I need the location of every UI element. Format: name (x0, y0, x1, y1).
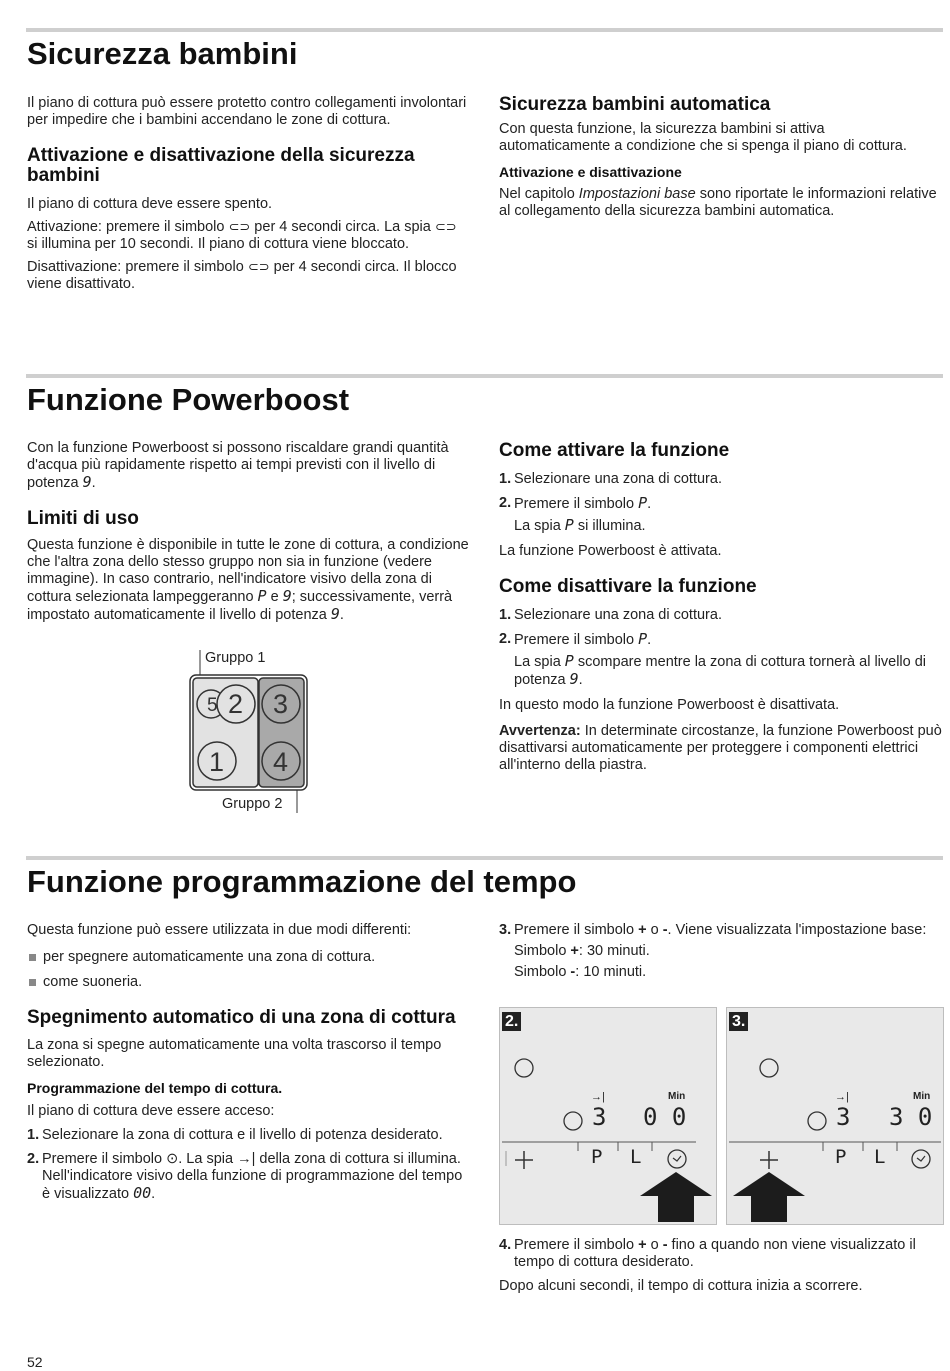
text-spegnimento: La zona si spegne automaticamente una volta trascorso il tempo selezionato. (27, 1037, 442, 1070)
text-attivazione: Attivazione: premere il simbolo ⊂⊃ per 4 secondi circa. La spia ⊂⊃ si illumina per 10 secondi. Il piano di cottura viene bloccato. (27, 219, 457, 252)
timer-icon: ⊙ (166, 1151, 179, 1167)
sicurezza-right-column (499, 95, 939, 220)
zone-label-1: 1 (209, 747, 225, 777)
symbol-p: P (638, 630, 648, 648)
text-spento: Il piano di cottura deve essere spento. (27, 196, 273, 212)
hob-diagram-graphic (185, 645, 315, 815)
bullet-spegnere: per spegnere automaticamente una zona di cottura. (27, 949, 472, 966)
key-lock-icon: ⊂⊃ (434, 220, 457, 235)
arrow-bar-icon: →| (835, 1091, 849, 1103)
powerboost-left-column (27, 440, 470, 624)
timer-minutes-display: 0 0 (643, 1103, 687, 1131)
zone-label-5: 5 (207, 695, 218, 716)
timer-minutes-display: 3 0 (889, 1103, 933, 1131)
zone-label-3: 3 (273, 689, 289, 719)
subheading-limiti: Limiti di uso (27, 508, 139, 529)
panel-badge: 3. (729, 1012, 748, 1031)
symbol-9: 9 (330, 605, 340, 623)
text-attivata: La funzione Powerboost è attivata. (499, 543, 722, 559)
step-dis-2: 2. Premere il simbolo P. La spia P scompare mentre la zona di cottura tornerà al livello di potenza 9. (499, 630, 927, 688)
symbol-p: P (564, 652, 574, 670)
powerboost-intro: Con la funzione Powerboost si possono riscaldare grandi quantità d'acqua più rapidamente rispetto ai tempi previsti con il livello di potenza 9. (27, 440, 449, 491)
symbol-9: 9 (569, 670, 579, 688)
powerboost-key: P (835, 1146, 847, 1168)
label-gruppo-2: Gruppo 2 (222, 796, 283, 812)
timer-digit: 3 (592, 1103, 607, 1131)
timer-right-column-top (499, 922, 943, 981)
control-panel-step-2 (499, 1007, 717, 1225)
zone-label-2: 2 (228, 689, 244, 719)
hob-group-diagram (185, 645, 315, 815)
timer-left-column (27, 922, 472, 1203)
text-limiti: Questa funzione è disponibile in tutte le zone di cottura, a condizione che l'altra zona dello stesso gruppo non sia in funzione (vedere immagine). In caso contrario, nell'indicatore visivo della zona di cottura selezionata lampeggeranno P e 9; successivamente, verrà impostato automaticamente il livello di potenza 9. (27, 537, 469, 623)
section-title-sicurezza: Sicurezza bambini (27, 36, 298, 71)
symbol-00: 00 (133, 1184, 152, 1202)
panel-badge: 2. (502, 1012, 521, 1031)
min-label: Min (668, 1091, 686, 1102)
text-scorrere: Dopo alcuni secondi, il tempo di cottura inizia a scorrere. (499, 1278, 863, 1294)
section-rule (26, 856, 943, 860)
step-timer-4: 4. Premere il simbolo + o - fino a quando non viene visualizzato il tempo di cottura desiderato. (499, 1237, 916, 1270)
section-rule (26, 28, 943, 32)
subheading-automatica: Sicurezza bambini automatica (499, 94, 771, 115)
subheading-programmazione: Programmazione del tempo di cottura. (27, 1080, 283, 1096)
bullet-square-icon (29, 979, 36, 986)
step-timer-2: 2. Premere il simbolo ⊙. La spia →| della zona di cottura si illumina. Nell'indicatore visivo della funzione di programmazione del tempo è visualizzato 00. (27, 1151, 463, 1202)
note-avvertenza: Avvertenza: In determinate circostanze, la funzione Powerboost può disattivarsi automaticamente per proteggere i componenti elettrici all'interno della piastra. (499, 723, 942, 773)
min-label: Min (913, 1091, 931, 1102)
text-acceso: Il piano di cottura deve essere acceso: (27, 1103, 275, 1119)
text-automatica: Con questa funzione, la sicurezza bambini si attiva automaticamente a condizione che si spenga il piano di cottura. (499, 121, 907, 154)
section-title-powerboost: Funzione Powerboost (27, 382, 350, 417)
zone-label-4: 4 (273, 747, 289, 777)
section-title-programmazione: Funzione programmazione del tempo (27, 864, 577, 899)
subheading-attivazione: Attivazione e disattivazione della sicurezza bambini (27, 145, 415, 186)
text-impostazioni: Nel capitolo Impostazioni base sono riportate le informazioni relative al collegamento della sicurezza bambini automatica. (499, 186, 937, 219)
symbol-9: 9 (282, 587, 292, 605)
step-timer-1: 1. Selezionare la zona di cottura e il livello di potenza desiderato. (27, 1127, 443, 1143)
bullet-square-icon (29, 954, 36, 961)
subheading-disattivare: Come disattivare la funzione (499, 576, 757, 597)
symbol-9: 9 (82, 473, 92, 491)
symbol-p: P (257, 587, 267, 605)
sicurezza-left-column (27, 95, 467, 293)
text-disattivazione: Disattivazione: premere il simbolo ⊂⊃ per 4 secondi circa. Il blocco viene disattivato. (27, 259, 457, 292)
step-timer-3: 3. Premere il simbolo + o -. Viene visualizzata l'impostazione base: Simbolo +: 30 minuti. Simbolo -: 10 minuti. (499, 922, 927, 980)
arrow-bar-icon: →| (591, 1091, 605, 1103)
level-key: L (874, 1146, 886, 1168)
timer-digit: 3 (836, 1103, 851, 1131)
step-att-2: 2. Premere il simbolo P. La spia P si illumina. (499, 494, 652, 534)
subheading-spegnimento: Spegnimento automatico di una zona di cottura (27, 1007, 456, 1028)
subheading-attivare: Come attivare la funzione (499, 440, 730, 461)
arrow-bar-icon: →| (237, 1151, 256, 1167)
timer-right-column-bottom (499, 1237, 943, 1295)
subheading-att-disatt: Attivazione e disattivazione (499, 164, 682, 180)
label-gruppo-1: Gruppo 1 (205, 650, 266, 666)
key-lock-icon: ⊂⊃ (228, 220, 251, 235)
step-dis-1: 1. Selezionare una zona di cottura. (499, 607, 722, 623)
page-number: 52 (27, 1354, 43, 1370)
powerboost-key: P (591, 1146, 603, 1168)
level-key: L (630, 1146, 642, 1168)
control-panel-step-3 (726, 1007, 944, 1225)
timer-intro: Questa funzione può essere utilizzata in due modi differenti: (27, 922, 412, 938)
section-rule (26, 374, 943, 378)
key-lock-icon: ⊂⊃ (247, 260, 270, 275)
bullet-suoneria: come suoneria. (27, 974, 472, 991)
text-disattivata: In questo modo la funzione Powerboost è disattivata. (499, 697, 840, 713)
step-att-1: 1. Selezionare una zona di cottura. (499, 471, 722, 487)
powerboost-right-column (499, 441, 943, 774)
sicurezza-intro: Il piano di cottura può essere protetto contro collegamenti involontari per impedire che i bambini accendano le zone di cottura. (27, 95, 467, 128)
symbol-p: P (564, 516, 574, 534)
symbol-p: P (638, 494, 648, 512)
